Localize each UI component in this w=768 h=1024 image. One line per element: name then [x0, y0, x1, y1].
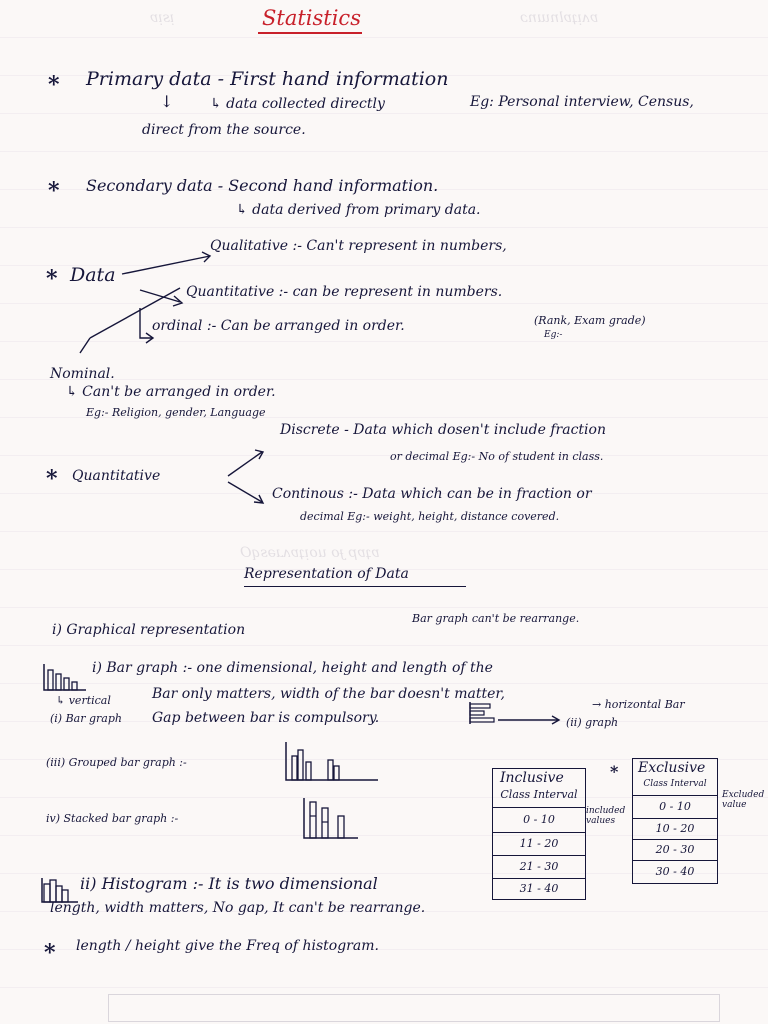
inclusive-row: 31 - 40 [519, 882, 559, 895]
vertical-label-2: (i) Bar graph [50, 712, 122, 725]
bullet-star: * [46, 466, 58, 492]
exclusive-row: 0 - 10 [633, 796, 717, 819]
bar-graph-text-2: Bar only matters, width of the bar doesn't matter, [152, 686, 505, 702]
ordinal-example-label: Eg:- [544, 330, 563, 340]
heading-underline [244, 586, 466, 587]
grouped-bar-icon [282, 740, 382, 784]
bullet-star: * [610, 762, 619, 781]
bleed-through: ɐʇɐp ɟo uoᴉʇɐʌɹǝsqO [240, 545, 380, 561]
histogram-text: ii) Histogram :- It is two dimensional [80, 874, 378, 893]
inclusive-note: included values [586, 806, 626, 826]
stacked-heading: iv) Stacked bar graph :- [46, 812, 179, 825]
graphical-heading: i) Graphical representation [52, 622, 246, 638]
continuous-text: Continous :- Data which can be in fraction or [272, 486, 592, 502]
horizontal-label: → horizontal Bar [592, 698, 685, 711]
bleed-through: ɐʌᴉʇɐlnɯnɔ [520, 10, 599, 26]
exclusive-header: Class Interval [633, 759, 717, 796]
quantitative-root: Quantitative [72, 468, 161, 484]
primary-heading: Primary data - First hand information [86, 68, 449, 90]
nominal-example: Eg:- Religion, gender, Language [86, 406, 266, 419]
bleed-through: ᴉsᴉɐ [150, 10, 175, 26]
exclusive-row: 30 - 40 [655, 865, 695, 878]
inclusive-row: 0 - 10 [493, 808, 585, 833]
ordinal-text: ordinal :- Can be arranged in order. [152, 318, 405, 334]
continuous-text-2: decimal Eg:- weight, height, distance covered. [300, 510, 560, 523]
data-tree-arrows [60, 248, 220, 363]
bullet-star: * [46, 266, 58, 292]
inclusive-row: 11 - 20 [493, 833, 585, 856]
discrete-text: Discrete - Data which dosen't include fraction [280, 422, 606, 438]
bar-graph-icon [42, 662, 88, 692]
secondary-heading: Secondary data - Second hand information. [86, 176, 439, 195]
primary-sub: ↳ data collected directly [210, 96, 385, 112]
quantitative-arrows [222, 442, 272, 512]
bleed-through-box [108, 994, 720, 1022]
histogram-text-2: length, width matters, No gap, It can't be rearrange. [50, 900, 426, 916]
exclusive-row: 10 - 20 [633, 819, 717, 840]
representation-heading: Representation of Data [244, 566, 409, 582]
inclusive-header: Class Interval [493, 769, 585, 808]
quantitative-text: Quantitative :- can be represent in numbers. [186, 284, 503, 300]
bar-graph-text: i) Bar graph :- one dimensional, height and length of the [92, 660, 493, 676]
horizontal-bar-icon [468, 700, 568, 728]
primary-sub2: direct from the source. [142, 122, 306, 138]
exclusive-row: 20 - 30 [633, 840, 717, 861]
horizontal-label-2: (ii) graph [566, 716, 619, 729]
discrete-text-2: or decimal Eg:- No of student in class. [390, 450, 604, 463]
data-root: Data [70, 264, 116, 286]
page-title: Statistics [262, 6, 361, 30]
down-arrow-icon: ↓ [160, 92, 174, 111]
exclusive-note: Excluded value [722, 790, 765, 810]
inclusive-row: 21 - 30 [493, 856, 585, 879]
exclusive-table [632, 758, 718, 884]
bullet-star: * [48, 72, 60, 98]
inclusive-table [492, 768, 586, 900]
grouped-heading: (iii) Grouped bar graph :- [46, 756, 187, 769]
title-underline [258, 32, 362, 34]
nominal-sub: ↳ Can't be arranged in order. [66, 384, 276, 400]
bullet-star: * [48, 178, 60, 204]
vertical-label: ↳ vertical [56, 694, 111, 707]
bar-graph-text-3: Gap between bar is compulsory. [152, 710, 380, 726]
bullet-star: * [44, 940, 56, 966]
secondary-sub: ↳ data derived from primary data. [236, 202, 481, 218]
stacked-bar-icon [300, 796, 360, 842]
histogram-text-3: length / height give the Freq of histogram. [76, 938, 379, 954]
exclusive-title: Exclusive [638, 760, 706, 776]
bar-note: Bar graph can't be rearrange. [412, 612, 580, 625]
qualitative-text: Qualitative :- Can't represent in numbers, [210, 238, 507, 254]
ordinal-example: (Rank, Exam grade) [534, 314, 646, 327]
nominal-heading: Nominal. [50, 366, 115, 382]
primary-example: Eg: Personal interview, Census, [470, 94, 694, 110]
inclusive-title: Inclusive [500, 770, 564, 786]
